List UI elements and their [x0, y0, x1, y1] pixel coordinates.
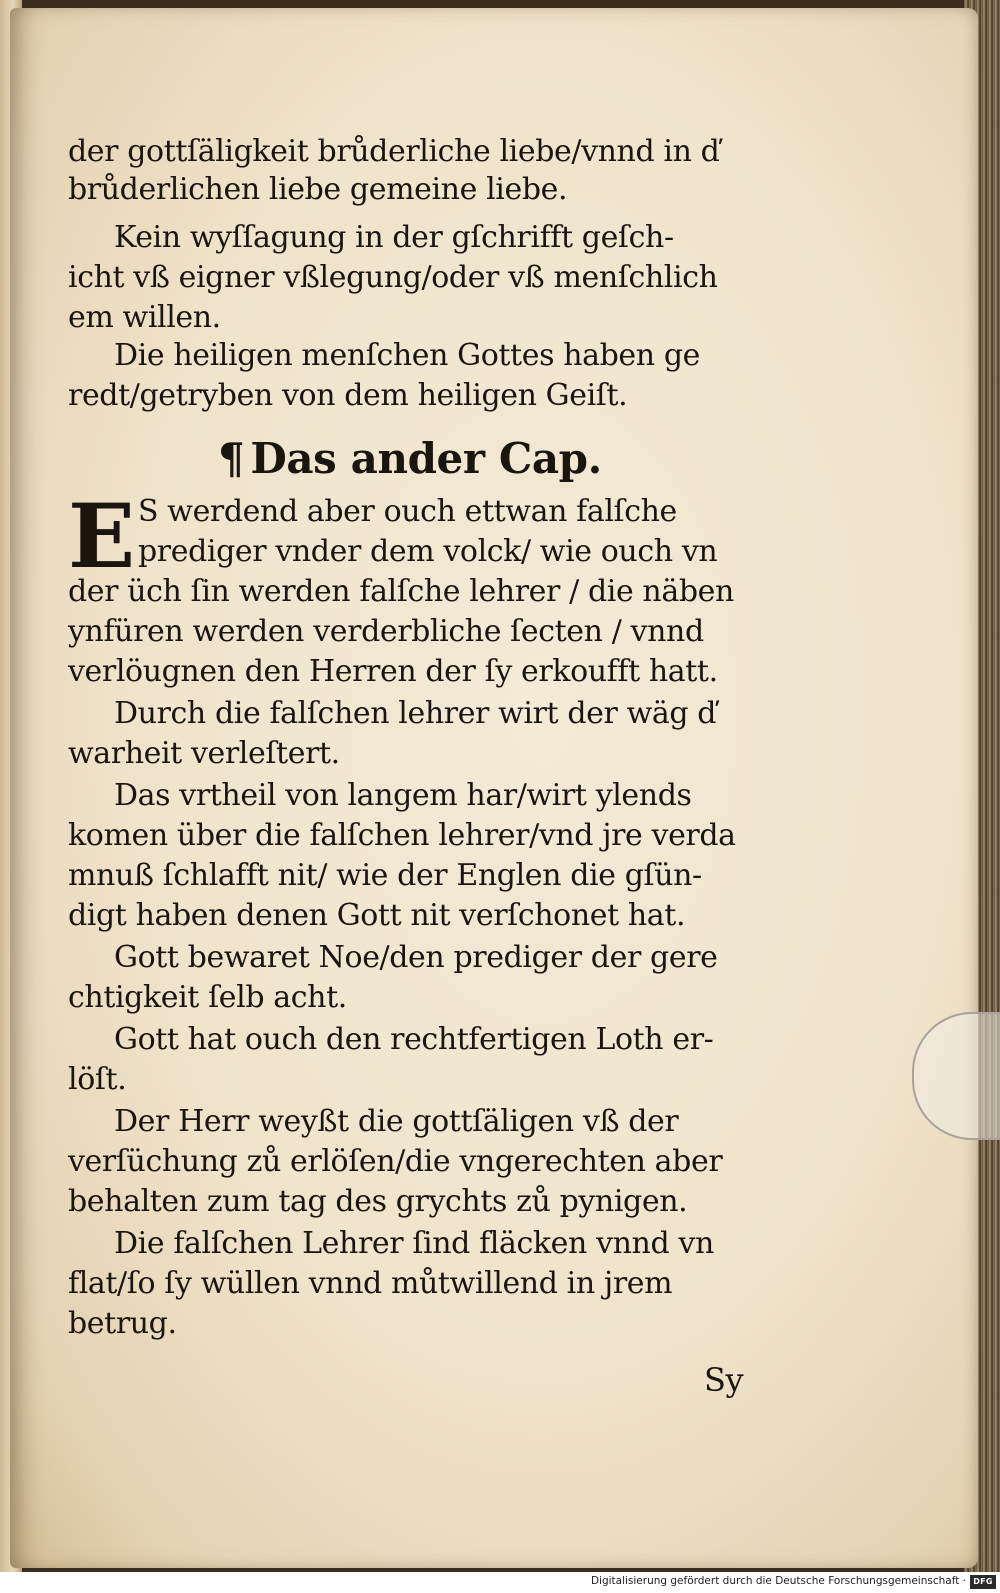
text-line: Durch die falſchen lehrer wirt der wäg ď — [114, 696, 717, 731]
text-line: der gottſäligkeit brůderliche liebe/vnnd in ď — [68, 134, 720, 169]
text-line: löſt. — [68, 1062, 127, 1097]
text-line: komen über die falſchen lehrer/vnd jre verda — [68, 818, 736, 853]
text-line: brůderlichen liebe gemeine liebe. — [68, 172, 568, 207]
text-line: digt haben denen Gott nit verſchonet hat. — [68, 898, 686, 933]
text-line: prediger vnder dem volck/ wie ouch vn — [138, 534, 718, 569]
text-line: Das vrtheil von langem har/wirt ylends — [114, 778, 692, 813]
text-line: warheit verleſtert. — [68, 736, 340, 771]
text-line: S werdend aber ouch ettwan falſche — [138, 494, 677, 529]
digitization-footer — [0, 1572, 1000, 1593]
text-line: der üch ſin werden falſche lehrer / die näben — [68, 574, 734, 609]
text-line: em willen. — [68, 300, 221, 335]
text-line: Die falſchen Lehrer ſind fläcken vnnd vn — [114, 1226, 714, 1261]
pilcrow-mark: ¶ — [218, 434, 245, 483]
text-line: Die heiligen menſchen Gottes haben ge — [114, 338, 700, 373]
text-line: verlöugnen den Herren der ſy erkoufft hatt. — [68, 654, 718, 689]
text-line: behalten zum tag des grychts zů pynigen. — [68, 1184, 688, 1219]
text-line: Der Herr weyßt die gottſäligen vß der — [114, 1104, 679, 1139]
text-line: chtigkeit ſelb acht. — [68, 980, 347, 1015]
text-line: verſüchung zů erlöſen/die vngerechten aber — [68, 1144, 723, 1179]
dfg-logo: DFG — [970, 1575, 996, 1589]
text-line: icht vß eigner vßlegung/oder vß menſchlich — [68, 260, 718, 295]
text-line: Gott hat ouch den rechtfertigen Loth er- — [114, 1022, 714, 1057]
chapter-heading — [218, 434, 602, 484]
catchword: Sy — [704, 1361, 744, 1399]
text-line: Kein wyſſagung in der gſchrifft geſch- — [114, 220, 674, 255]
text-line: mnuß ſchlafft nit/ wie der Englen die gſün- — [68, 858, 702, 893]
text-line: redt/getryben von dem heiligen Geiſt. — [68, 378, 628, 413]
text-line: flat/ſo ſy wüllen vnnd můtwillend in jrem — [68, 1266, 673, 1301]
chapter-heading-label: Das ander Cap. — [250, 434, 602, 483]
text-line: ynfüren werden verderbliche ſecten / vnnd — [68, 614, 704, 649]
funding-credit: Digitalisierung gefördert durch die Deutsche Forschungsgemeinschaft · — [590, 1575, 966, 1587]
text-line: Gott bewaret Noe/den prediger der gere — [114, 940, 718, 975]
book-page — [10, 8, 978, 1568]
decorated-initial: E — [68, 484, 135, 588]
text-line: betrug. — [68, 1306, 177, 1341]
